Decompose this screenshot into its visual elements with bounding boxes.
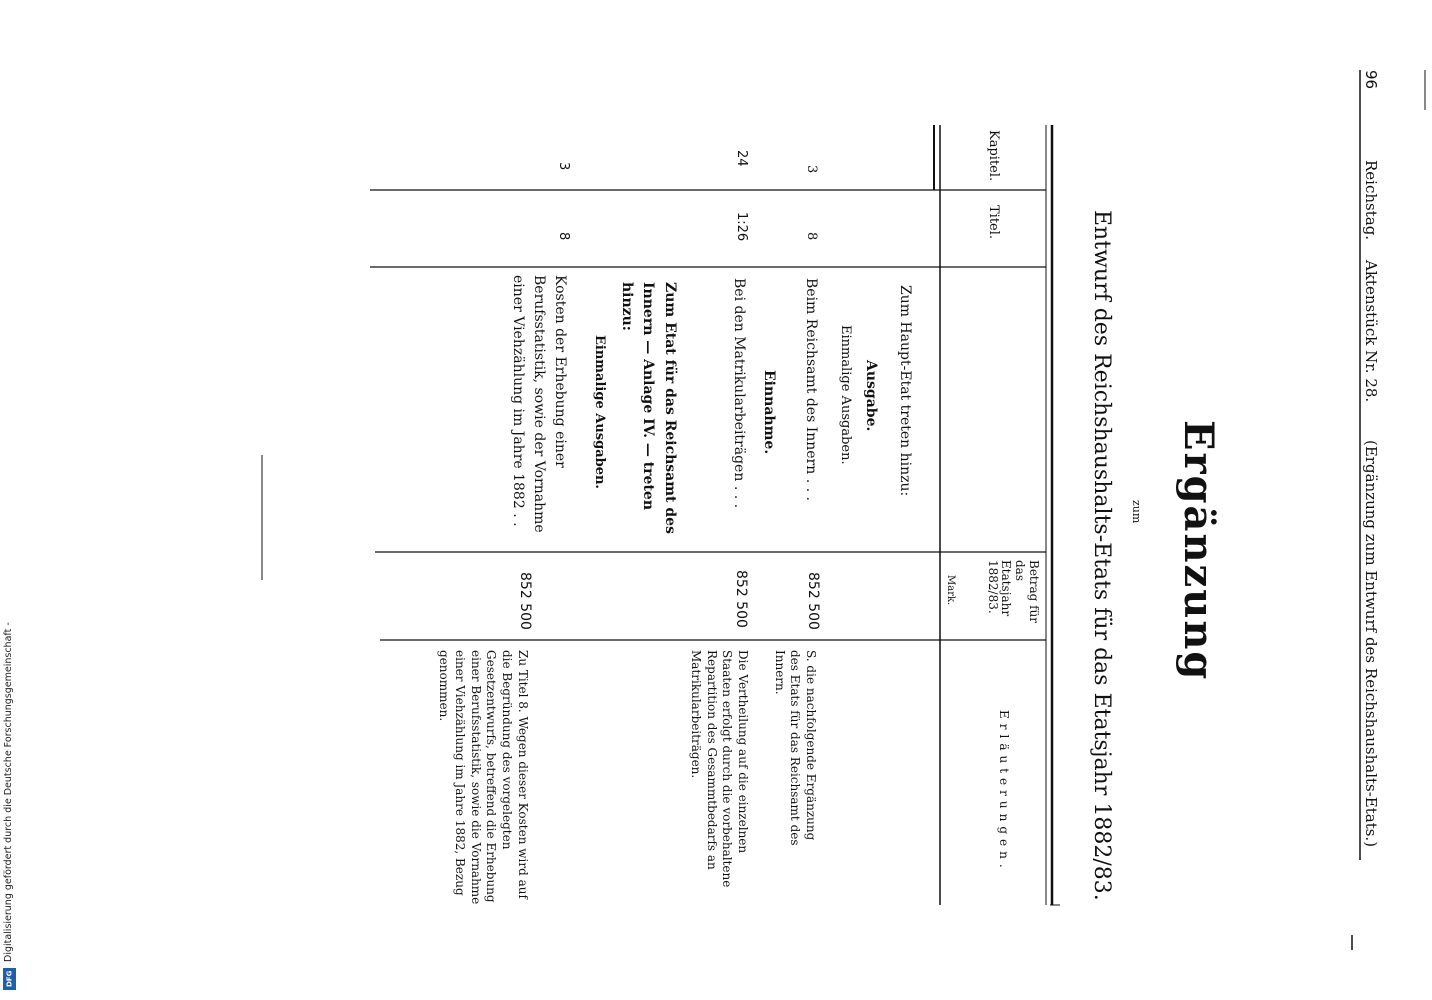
row1-note: S. die nachfolgende Ergänzung des Etats für das Reichsamt des Innern. — [772, 650, 818, 846]
row3-note: Zu Titel 8. Wegen dieser Kosten wird auf die Begründung des vorgelegten Gesetzentwurfs, betreffend die Erhebung einer Berufsstatistik, sowie die Vornahme einer Viehzählung im Jahre 1882, Bezug genommen. — [436, 650, 530, 905]
section-einnahme: Einnahme. — [761, 370, 777, 455]
document-title: Ergänzung — [1175, 420, 1222, 682]
row1-titel: 8 — [804, 232, 819, 241]
header-betrag: Betrag für das Etatsjahr 1882/83. — [985, 560, 1041, 624]
section-ausgabe: Ausgabe. — [863, 360, 879, 432]
row3-betrag: 852 500 — [517, 572, 533, 630]
document-subject: (Ergänzung zum Entwurf des Reichshaushalts-Etats.) — [1362, 440, 1380, 848]
subsection-einmalige-ausgaben: Einmalige Ausgaben. — [838, 325, 853, 465]
row3-kapitel: 3 — [556, 162, 571, 171]
page-number: 96 — [1362, 70, 1380, 90]
intro-text: Zum Haupt-Etat treten hinzu: — [897, 285, 913, 497]
row3-titel: 8 — [556, 232, 571, 241]
row1-betrag: 852 500 — [805, 572, 821, 630]
header-unit: Mark. — [945, 575, 956, 606]
subsection-einmalige-ausgaben-2: Einmalige Ausgaben. — [592, 335, 607, 489]
row1-kapitel: 3 — [804, 165, 819, 174]
row2-text: Bei den Matrikularbeiträgen . . . — [731, 278, 747, 509]
row3-text: Kosten der Erhebung einer Berufsstatistik, sowie der Vornahme einer Viehzählung im Jahre 1882 . . — [510, 275, 568, 533]
header-kapitel: Kapitel. — [986, 130, 1001, 182]
row2-titel: 1:26 — [734, 212, 749, 242]
row1-text: Beim Reichsamt des Innern . . . — [803, 278, 819, 501]
header-titel: Titel. — [986, 205, 1001, 240]
dfg-logo: DFG — [3, 968, 16, 990]
section-reichsamt-innern: Zum Etat für das Reichsamt des Innern — Anlage IV. — treten hinzu: — [618, 282, 678, 534]
title-connector: zum — [1130, 500, 1143, 524]
row2-betrag: 852 500 — [733, 570, 749, 628]
row2-note: Die Vertheilung auf die einzelnen Staaten erfolgt durch die vorbehaltene Repartition des Gesammtbedarfs an Matrikularbeiträgen. — [689, 650, 750, 888]
publication-name: Reichstag. — [1362, 160, 1380, 241]
document-reference: Aktenstück Nr. 28. — [1362, 260, 1380, 403]
header-erlaeuterungen: Erläuterungen. — [997, 710, 1011, 873]
digitization-credit: Digitalisierung gefördert durch die Deutsche Forschungsgemeinschaft - — [3, 622, 14, 962]
row2-kapitel: 24 — [734, 150, 749, 167]
document-subtitle: Entwurf des Reichshaushalts-Etats für das Etatsjahr 1882/83. — [1089, 210, 1114, 901]
